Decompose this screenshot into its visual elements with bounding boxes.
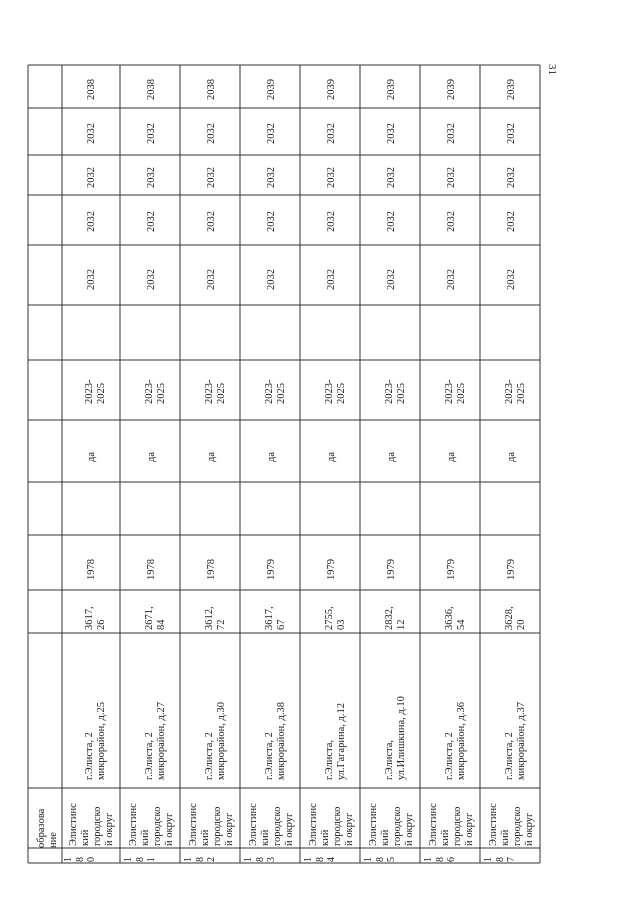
row-year: 1979 bbox=[506, 559, 517, 580]
row-flag: да bbox=[446, 451, 457, 462]
row-year-1: 2032 bbox=[326, 269, 337, 290]
row-year-5: 2039 bbox=[386, 79, 397, 100]
row-number: 1 8 6 bbox=[423, 857, 457, 862]
row-year-3: 2032 bbox=[386, 167, 397, 188]
row-address: г.Элиста, 2 микрорайон, д.37 bbox=[504, 702, 528, 780]
row-area: 2671, 84 bbox=[144, 606, 168, 630]
row-number: 1 8 1 bbox=[123, 857, 157, 862]
row-year-1: 2032 bbox=[146, 269, 157, 290]
row-year-4: 2032 bbox=[506, 123, 517, 144]
row-flag: да bbox=[86, 451, 97, 462]
row-year-2: 2032 bbox=[386, 211, 397, 232]
row-year-2: 2032 bbox=[326, 211, 337, 232]
row-district: Элистинс кий городско й округ bbox=[308, 803, 356, 846]
row-area: 3617, 67 bbox=[264, 606, 288, 630]
row-number: 1 8 4 bbox=[303, 857, 337, 862]
row-year-2: 2032 bbox=[266, 211, 277, 232]
row-year-2: 2032 bbox=[86, 211, 97, 232]
row-area: 3636, 54 bbox=[444, 606, 468, 630]
row-year-4: 2032 bbox=[146, 123, 157, 144]
row-year: 1979 bbox=[326, 559, 337, 580]
row-year: 1978 bbox=[86, 559, 97, 580]
row-year-1: 2032 bbox=[86, 269, 97, 290]
row-year-1: 2032 bbox=[386, 269, 397, 290]
row-year: 1979 bbox=[386, 559, 397, 580]
row-year: 1978 bbox=[206, 559, 217, 580]
row-address: г.Элиста, 2 микрорайон, д.36 bbox=[444, 702, 468, 780]
header-column-fragment: образова ние bbox=[36, 808, 60, 848]
row-flag: да bbox=[146, 451, 157, 462]
row-year-3: 2032 bbox=[506, 167, 517, 188]
row-area: 2832, 12 bbox=[384, 606, 408, 630]
row-period: 2023- 2025 bbox=[204, 379, 228, 404]
row-year-4: 2032 bbox=[446, 123, 457, 144]
row-flag: да bbox=[326, 451, 337, 462]
row-year: 1979 bbox=[446, 559, 457, 580]
row-year-5: 2038 bbox=[146, 79, 157, 100]
row-flag: да bbox=[206, 451, 217, 462]
row-year-1: 2032 bbox=[506, 269, 517, 290]
row-year-4: 2032 bbox=[86, 123, 97, 144]
row-number: 1 8 3 bbox=[243, 857, 277, 862]
row-address: г.Элиста, ул.Илишкина, д.10 bbox=[384, 696, 408, 780]
row-period: 2023- 2025 bbox=[444, 379, 468, 404]
row-year-2: 2032 bbox=[146, 211, 157, 232]
row-district: Элистинс кий городско й округ bbox=[128, 803, 176, 846]
row-year-3: 2032 bbox=[86, 167, 97, 188]
row-year-3: 2032 bbox=[266, 167, 277, 188]
row-year-1: 2032 bbox=[266, 269, 277, 290]
row-flag: да bbox=[266, 451, 277, 462]
row-year-4: 2032 bbox=[386, 123, 397, 144]
page-number: 31 bbox=[546, 64, 558, 75]
row-year-3: 2032 bbox=[446, 167, 457, 188]
row-year-2: 2032 bbox=[206, 211, 217, 232]
row-period: 2023- 2025 bbox=[504, 379, 528, 404]
row-district: Элистинс кий городско й округ bbox=[248, 803, 296, 846]
row-area: 3628, 20 bbox=[504, 606, 528, 630]
row-number: 1 8 7 bbox=[483, 857, 517, 862]
row-year-4: 2032 bbox=[266, 123, 277, 144]
row-year: 1979 bbox=[266, 559, 277, 580]
row-year-5: 2038 bbox=[86, 79, 97, 100]
row-period: 2023- 2025 bbox=[264, 379, 288, 404]
row-district: Элистинс кий городско й округ bbox=[488, 803, 536, 846]
row-address: г.Элиста, 2 микрорайон, д.38 bbox=[264, 702, 288, 780]
row-year-2: 2032 bbox=[506, 211, 517, 232]
row-district: Элистинс кий городско й округ bbox=[368, 803, 416, 846]
row-number: 1 8 0 bbox=[63, 857, 97, 862]
row-area: 2755, 03 bbox=[324, 606, 348, 630]
row-year-3: 2032 bbox=[206, 167, 217, 188]
row-period: 2023- 2025 bbox=[384, 379, 408, 404]
row-area: 3617, 26 bbox=[84, 606, 108, 630]
row-year-3: 2032 bbox=[146, 167, 157, 188]
row-flag: да bbox=[506, 451, 517, 462]
row-period: 2023- 2025 bbox=[324, 379, 348, 404]
row-flag: да bbox=[386, 451, 397, 462]
row-address: г.Элиста, 2 микрорайон, д.30 bbox=[204, 702, 228, 780]
row-area: 3612, 72 bbox=[204, 606, 228, 630]
row-period: 2023- 2025 bbox=[84, 379, 108, 404]
row-period: 2023- 2025 bbox=[144, 379, 168, 404]
row-year-4: 2032 bbox=[206, 123, 217, 144]
row-year-5: 2039 bbox=[266, 79, 277, 100]
row-year-1: 2032 bbox=[446, 269, 457, 290]
row-address: г.Элиста, ул.Гагарина, д.12 bbox=[324, 703, 348, 780]
row-district: Элистинс кий городско й округ bbox=[188, 803, 236, 846]
row-number: 1 8 2 bbox=[183, 857, 217, 862]
row-year-4: 2032 bbox=[326, 123, 337, 144]
row-address: г.Элиста, 2 микрорайон, д.25 bbox=[84, 702, 108, 780]
row-year-5: 2039 bbox=[326, 79, 337, 100]
row-year-5: 2038 bbox=[206, 79, 217, 100]
row-year-2: 2032 bbox=[446, 211, 457, 232]
row-year-5: 2039 bbox=[506, 79, 517, 100]
row-year-5: 2039 bbox=[446, 79, 457, 100]
row-year: 1978 bbox=[146, 559, 157, 580]
row-number: 1 8 5 bbox=[363, 857, 397, 862]
row-district: Элистинс кий городско й округ bbox=[428, 803, 476, 846]
row-year-1: 2032 bbox=[206, 269, 217, 290]
row-district: Элистинс кий городско й округ bbox=[68, 803, 116, 846]
row-address: г.Элиста, 2 микрорайон, д.27 bbox=[144, 702, 168, 780]
row-year-3: 2032 bbox=[326, 167, 337, 188]
